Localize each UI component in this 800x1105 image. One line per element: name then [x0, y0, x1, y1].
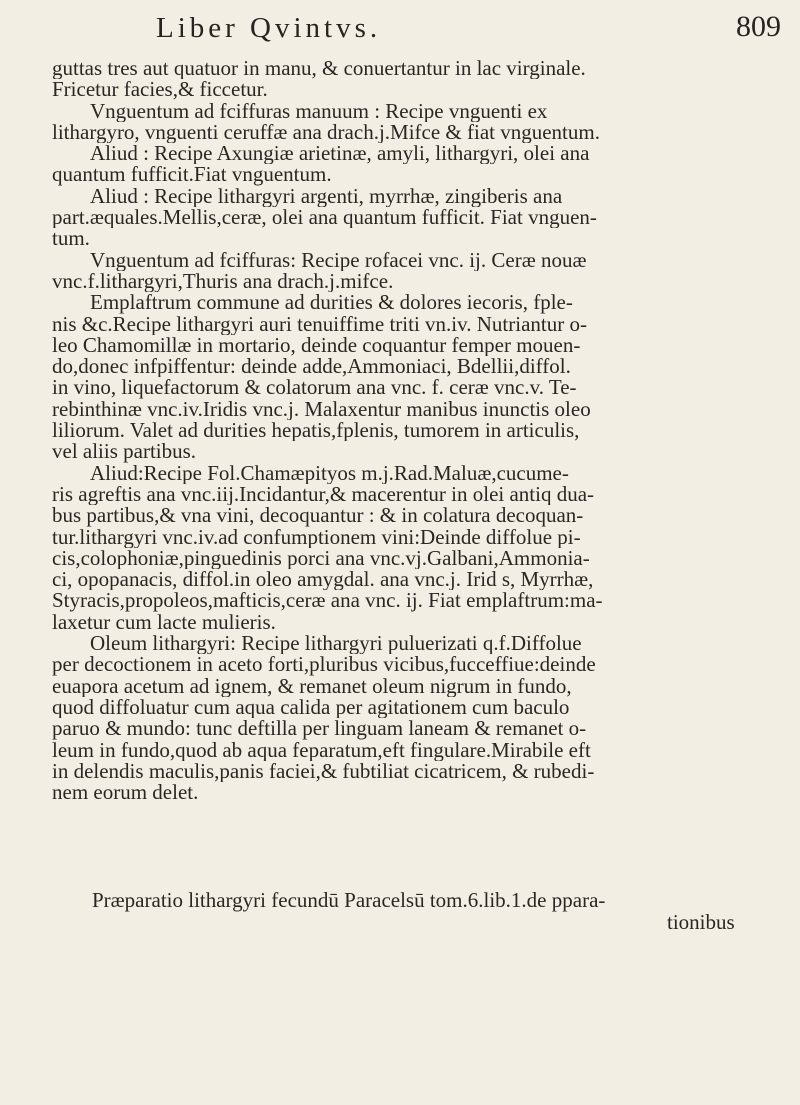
text-line: part.æquales.Mellis,ceræ, olei ana quantum fufficit. Fiat vnguen- — [52, 207, 597, 229]
text-line: per decoctionem in aceto forti,pluribus vicibus,fucceffiue:deinde — [52, 654, 596, 676]
text-line: in delendis maculis,panis faciei,& fubtiliat cicatricem, & rubedi- — [52, 760, 595, 783]
text-line: leo Chamomillæ in mortario, deinde coquantur femper mouen- — [52, 334, 581, 357]
catchword: tionibus — [667, 910, 735, 934]
text-line: liliorum. Valet ad durities hepatis,fplenis, tumorem in articulis, — [52, 420, 580, 442]
section-heading-line: Præparatio lithargyri fecundū Paracelsū tom.6.lib.1.de ppara- — [92, 888, 606, 912]
text-line: nem eorum delet. — [52, 782, 199, 804]
text-line: Aliud : Recipe Axungiæ arietinæ, amyli, lithargyri, olei ana — [90, 143, 590, 165]
page-number: 809 — [736, 10, 781, 43]
text-line: rebinthinæ vnc.iv.Iridis vnc.j. Malaxentur manibus inunctis oleo — [52, 398, 591, 421]
text-line: Aliud:Recipe Fol.Chamæpityos m.j.Rad.Maluæ,cucume- — [90, 462, 569, 484]
text-line: Fricetur facies,& ficcetur. — [52, 79, 268, 101]
text-line: Aliud : Recipe lithargyri argenti, myrrhæ, zingiberis ana — [90, 185, 563, 208]
text-line: in vino, liquefactorum & colatorum ana vnc. f. ceræ vnc.v. Te- — [52, 377, 577, 399]
text-line: do,donec infpiffentur: deinde adde,Ammoniaci, Bdellii,diffol. — [52, 356, 571, 378]
text-line: nis &c.Recipe lithargyri auri tenuiffime triti vn.iv. Nutriantur o- — [52, 313, 587, 335]
text-line: quod diffoluatur cum aqua calida per agitationem cum baculo — [52, 696, 570, 719]
text-line: quantum fufficit.Fiat vnguentum. — [52, 164, 332, 186]
text-line: lithargyro, vnguenti ceruffæ ana drach.j.Mifce & fiat vnguentum. — [52, 121, 600, 144]
text-line: tur.lithargyri vnc.iv.ad confumptionem vini:Deinde diffolue pi- — [52, 526, 581, 548]
text-line: tum. — [52, 228, 90, 250]
text-line: paruo & mundo: tunc deftilla per linguam laneam & remanet o- — [52, 718, 587, 740]
text-line: vnc.f.lithargyri,Thuris ana drach.j.mifce. — [52, 270, 394, 293]
text-line: Vnguentum ad fciffuras manuum : Recipe vnguenti ex — [90, 100, 548, 122]
text-line: guttas tres aut quatuor in manu, & conuertantur in lac virginale. — [52, 58, 586, 80]
text-line: cis,colophoniæ,pinguedinis porci ana vnc.vj.Galbani,Ammonia- — [52, 547, 590, 570]
text-line: ci, opopanacis, diffol.in oleo amygdal. ana vnc.j. Irid s, Myrrhæ, — [52, 569, 594, 591]
page-header — [0, 0, 800, 60]
running-head: Liber Qvintvs. — [156, 12, 382, 44]
body-text — [52, 58, 752, 803]
text-line: laxetur cum lacte mulieris. — [52, 611, 276, 634]
text-line: leum in fundo,quod ab aqua feparatum,eft fingulare.Mirabile eft — [52, 739, 591, 761]
text-line: ris agreftis ana vnc.iij.Incidantur,& macerentur in olei antiq dua- — [52, 483, 595, 506]
text-line: Emplaftrum commune ad durities & dolores iecoris, fple- — [90, 292, 573, 314]
text-line: euapora acetum ad ignem, & remanet oleum nigrum in fundo, — [52, 675, 572, 697]
text-line: Oleum lithargyri: Recipe lithargyri puluerizati q.f.Diffolue — [90, 633, 582, 655]
text-line: bus partibus,& vna vini, decoquantur : & in colatura decoquan- — [52, 505, 584, 527]
text-line: Styracis,propoleos,mafticis,ceræ ana vnc. ij. Fiat emplaftrum:ma- — [52, 590, 603, 612]
text-line: vel aliis partibus. — [52, 441, 197, 463]
text-line: Vnguentum ad fciffuras: Recipe rofacei vnc. ij. Ceræ nouæ — [90, 249, 587, 271]
